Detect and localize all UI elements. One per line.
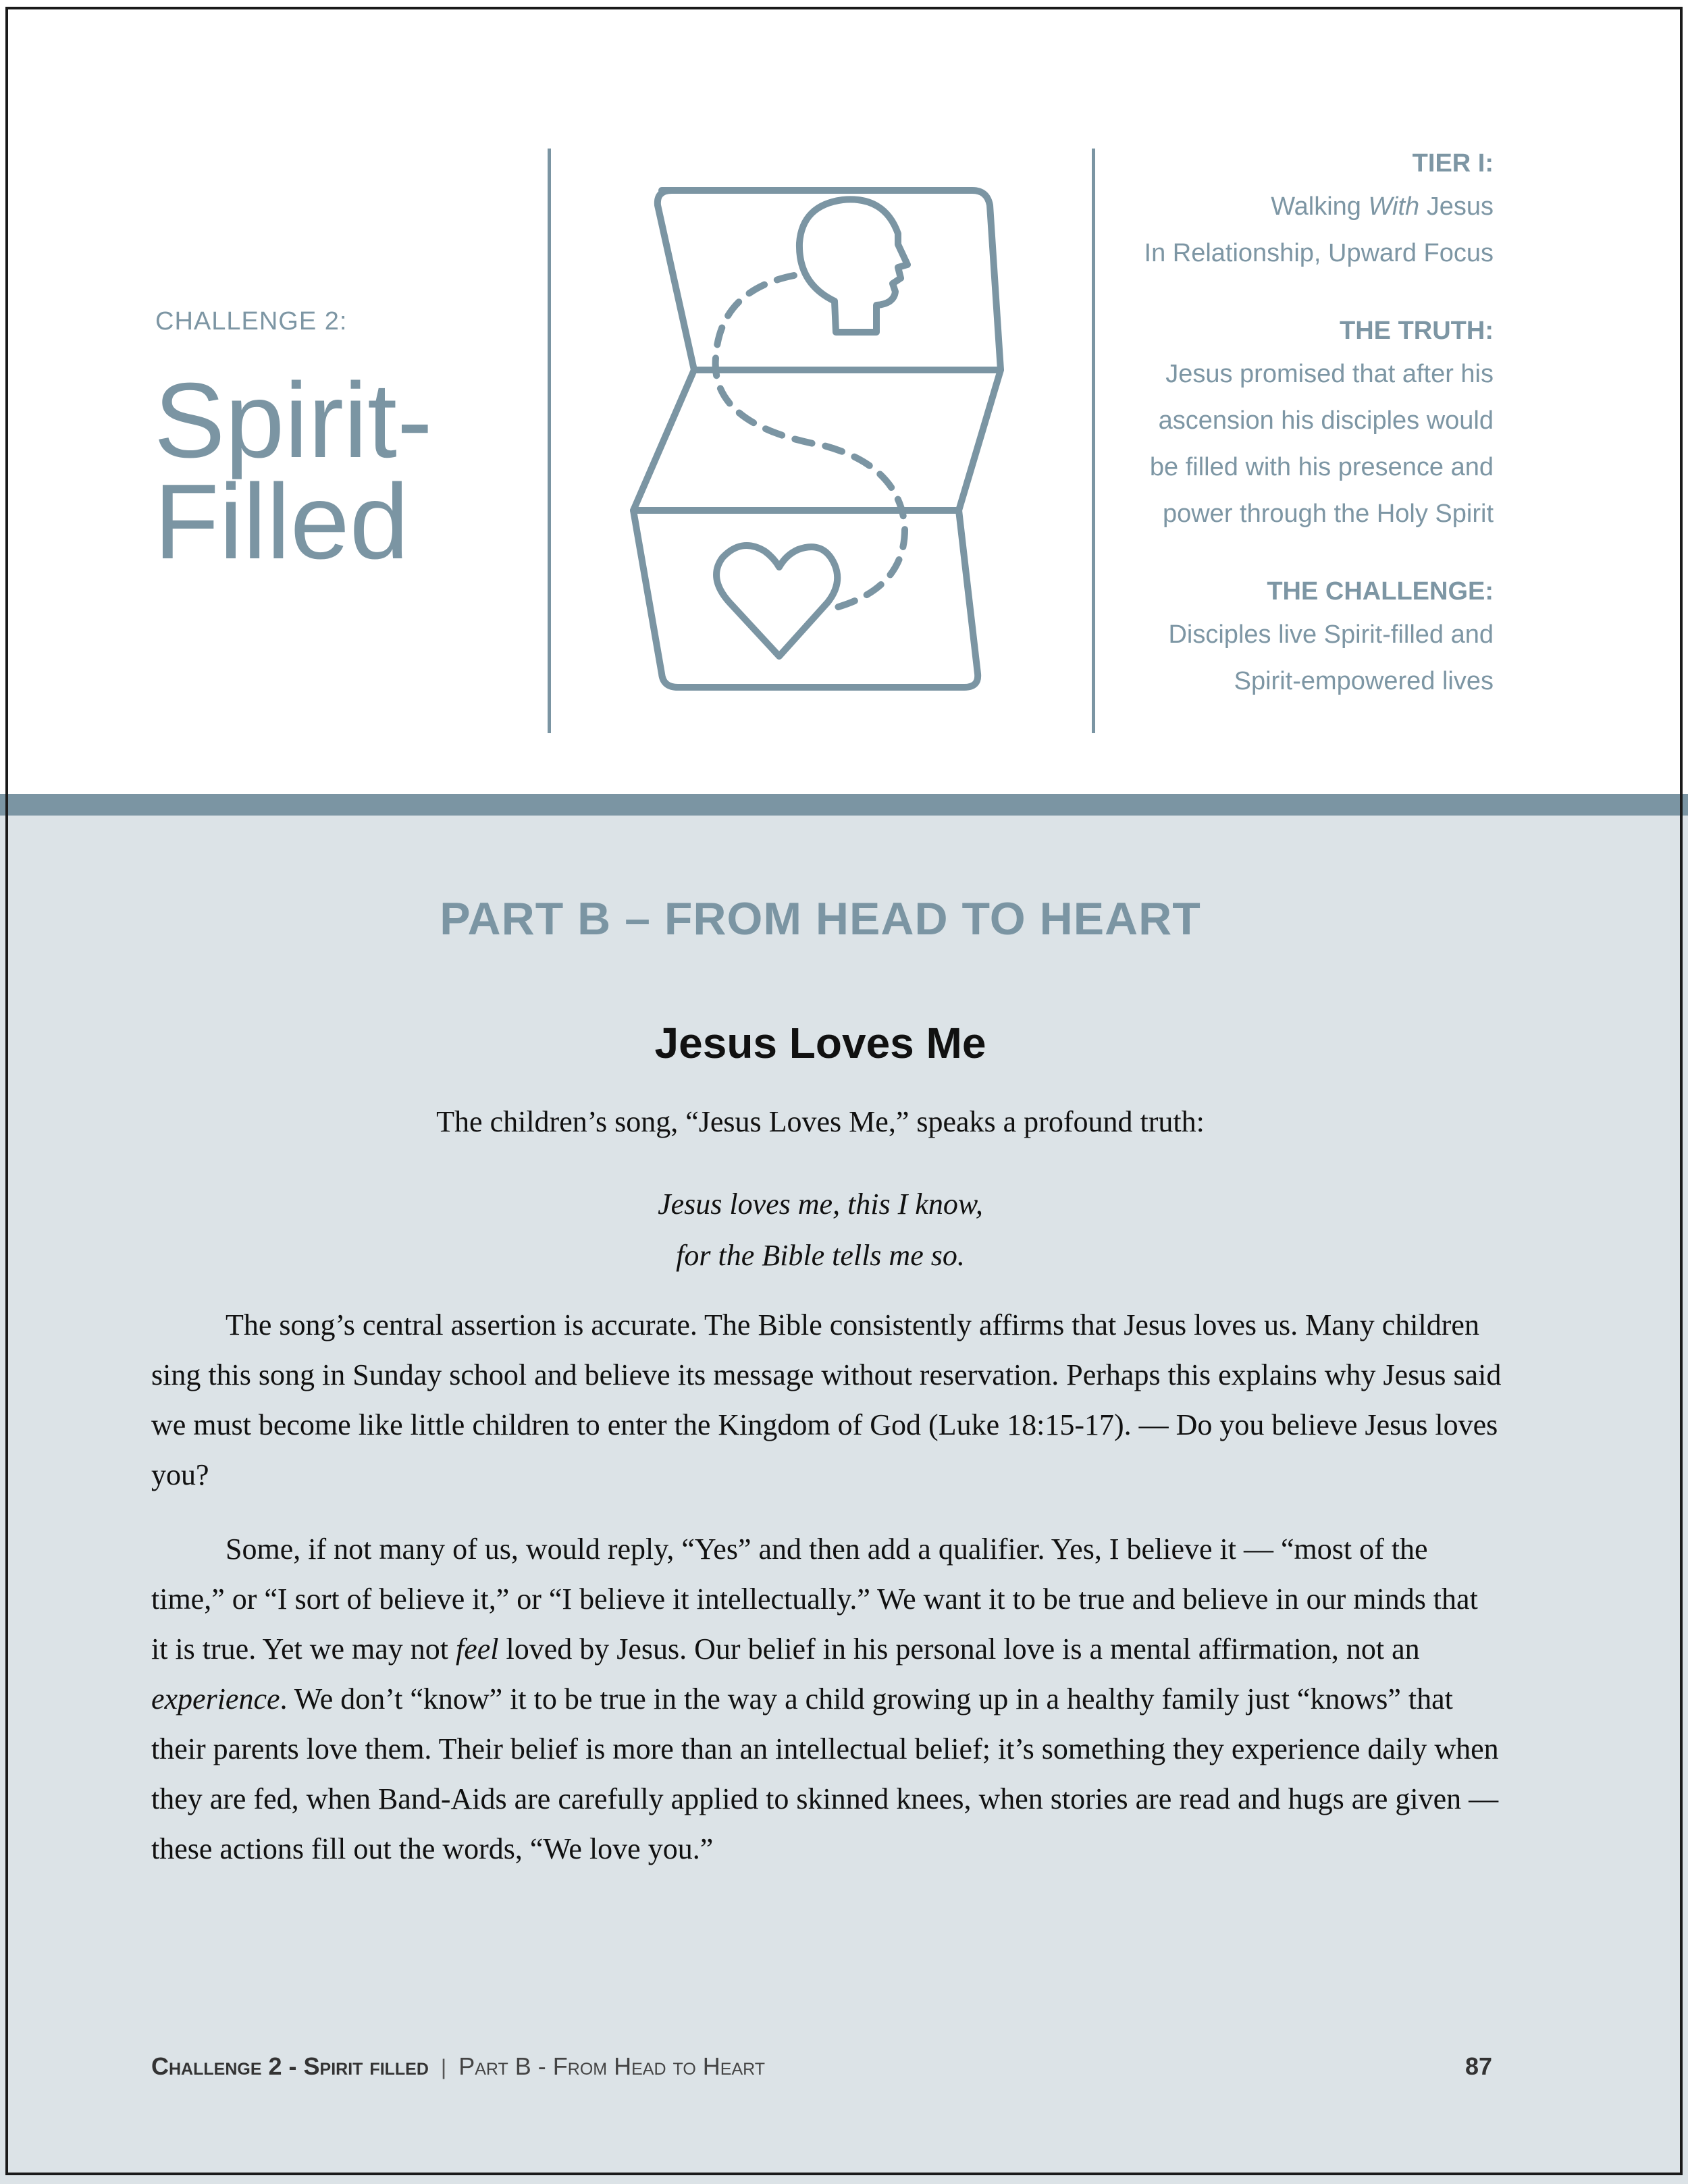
challenge-line: Spirit-empowered lives xyxy=(1234,667,1494,695)
title-line-1: Spirit- xyxy=(154,361,433,480)
part-heading: PART B – FROM HEAD TO HEART xyxy=(440,893,1201,944)
paragraph-2-text: . We don’t “know” it to be true in the way a child growing up in a healthy family just “knows” that their parents love them. Their belief is more than an intellectual belief; it’s something they experience daily when they are fed, when Band-Aids are carefully applied to skinned knees, when stories are read and hugs are given — these actions fill out the words, “We love you.” xyxy=(151,1682,1499,1865)
tier-line-1-pre: Walking xyxy=(1271,192,1369,221)
paragraph-1: The song’s central assertion is accurate. The Bible consistently affirms that Jesus loves us. Many children sing this song in Sunday school and believe its message without reservation. Perhaps this explains why Jesus said we must become like little children to enter the Kingdom of God (Luke 18:15-17). — Do you believe Jesus loves you? xyxy=(151,1308,1502,1491)
folded-paper-head-to-heart-icon xyxy=(621,176,1013,702)
tier-line-2: In Relationship, Upward Focus xyxy=(1144,239,1494,267)
header-panel xyxy=(0,0,1688,794)
intro-sentence: The children’s song, “Jesus Loves Me,” speaks a profound truth: xyxy=(436,1105,1205,1138)
tier-line-1-emphasis: With xyxy=(1368,192,1420,221)
tier-line-1-post: Jesus xyxy=(1419,192,1494,221)
emphasis-experience: experience xyxy=(151,1682,280,1715)
footer-separator: | xyxy=(440,2055,447,2079)
footer-section: Part B - From Head to Heart xyxy=(458,2052,766,2080)
challenge-line: Disciples live Spirit-filled and xyxy=(1168,620,1494,649)
verse-line: for the Bible tells me so. xyxy=(676,1239,965,1272)
challenge-summary xyxy=(1061,143,1494,705)
challenge-heading: THE CHALLENGE: xyxy=(1267,577,1494,606)
truth-line: power through the Holy Spirit xyxy=(1162,500,1494,528)
song-verse xyxy=(0,1179,1641,1281)
page-footer xyxy=(151,2052,1492,2086)
page-title xyxy=(154,361,532,581)
section-heading: Jesus Loves Me xyxy=(654,1019,986,1067)
footer-chapter: Challenge 2 - Spirit filled xyxy=(151,2052,429,2080)
paragraph-2-text: Some, if not many of us, would reply, “Yes” and then add a qualifier. Yes, I believe it — “most of the time,” or “I sort of believe it,” or “I believe it intellectually.” We want it to be true and believe in our minds that it is true. Yet we may not xyxy=(151,1533,1478,1666)
divider-band xyxy=(0,794,1688,816)
paragraph-2 xyxy=(151,1524,1502,1874)
footer-running-head xyxy=(151,2052,765,2081)
tier-heading: TIER I: xyxy=(1412,149,1494,178)
title-line-2: Filled xyxy=(154,462,409,581)
truth-line: be filled with his presence and xyxy=(1149,453,1494,481)
verse-line: Jesus loves me, this I know, xyxy=(658,1188,983,1221)
truth-heading: THE TRUTH: xyxy=(1340,317,1494,345)
truth-line: Jesus promised that after his xyxy=(1165,360,1494,388)
challenge-label: CHALLENGE 2: xyxy=(155,307,348,336)
emphasis-feel: feel xyxy=(455,1632,499,1666)
tier-line-1 xyxy=(1061,184,1494,230)
divider-left xyxy=(548,149,551,733)
truth-line: ascension his disciples would xyxy=(1158,406,1494,435)
paragraph-2-text: loved by Jesus. Our belief in his personal love is a mental affirmation, not an xyxy=(498,1632,1420,1666)
page-number: 87 xyxy=(1465,2052,1492,2080)
